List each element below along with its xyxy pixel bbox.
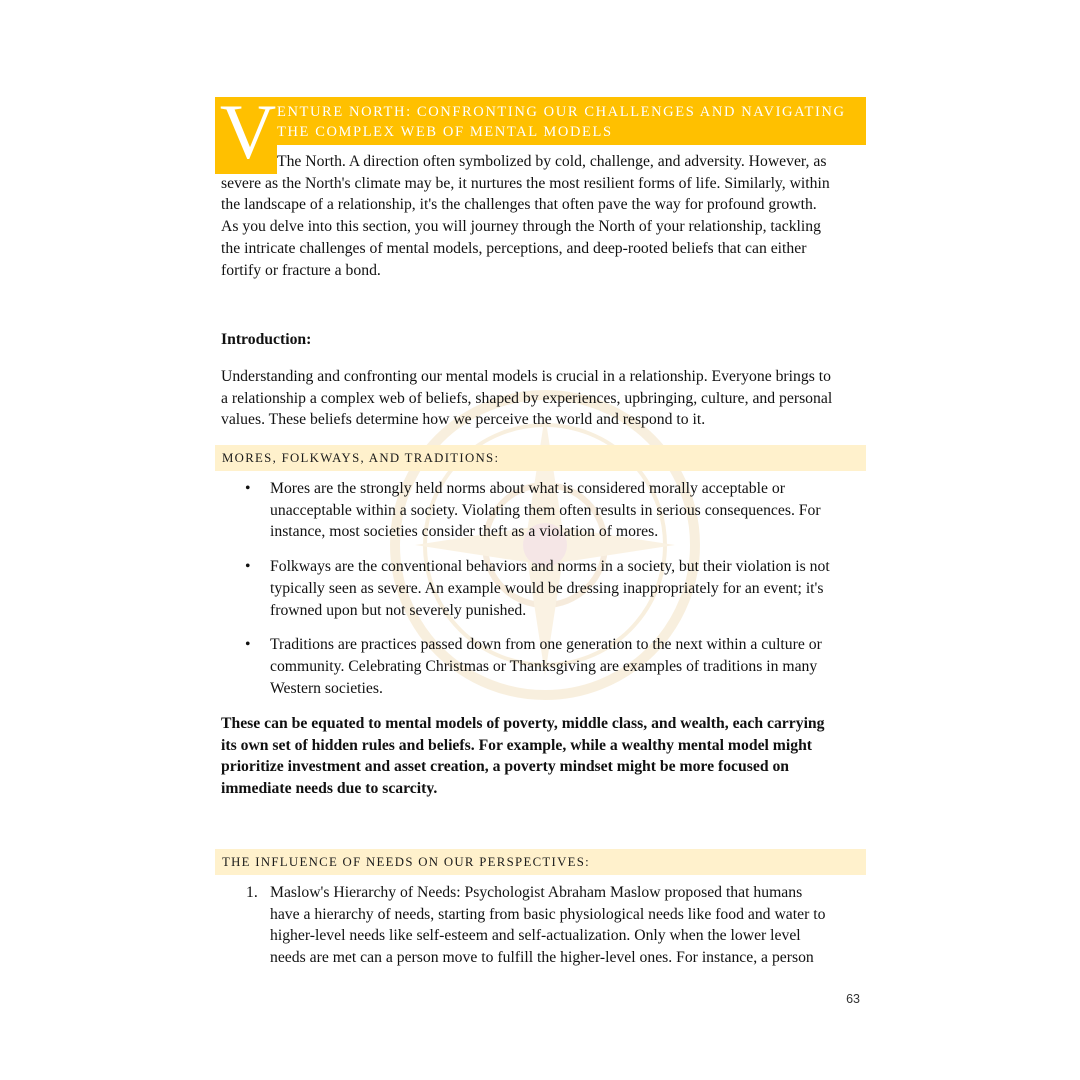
paragraph-line: As you delve into this section, you will journey through the North of your relationship, tackling (221, 218, 821, 236)
paragraph-line: fortify or fracture a bond. (221, 261, 381, 279)
section-heading-band (215, 849, 866, 875)
paragraph-line: values. These beliefs determine how we perceive the world and respond to it. (221, 411, 706, 429)
list-item-line: Traditions are practices passed down from one generation to the next within a culture or (270, 636, 822, 654)
chapter-title-line: ENTURE NORTH: CONFRONTING OUR CHALLENGES AND NAVIGATING (277, 104, 846, 120)
list-item-line: typically seen as severe. An example would be dressing inappropriately for an event; it's (270, 579, 824, 597)
list-item-line: instance, most societies consider theft as a violation of mores. (270, 523, 659, 541)
paragraph-line: severe as the North's climate may be, it nurtures the most resilient forms of life. Similarly, within (221, 174, 830, 192)
paragraph-line: These can be equated to mental models of poverty, middle class, and wealth, each carrying (221, 715, 825, 732)
chapter-title-line: THE COMPLEX WEB OF MENTAL MODELS (277, 124, 613, 140)
list-number: 1. (246, 884, 258, 901)
list-item-line: Folkways are the conventional behaviors and norms in a society, but their violation is not (270, 558, 830, 576)
list-item-line: needs are met can a person move to fulfill the higher-level ones. For instance, a person (270, 949, 814, 967)
section-heading-needs: THE INFLUENCE OF NEEDS ON OUR PERSPECTIVES: (222, 855, 591, 869)
paragraph-line: the intricate challenges of mental models, perceptions, and deep-rooted beliefs that can either (221, 239, 807, 257)
bullet-icon: • (245, 480, 251, 497)
list-item-line: have a hierarchy of needs, starting from basic physiological needs like food and water to (270, 905, 826, 923)
list-item-line: Mores are the strongly held norms about what is considered morally acceptable or (270, 480, 785, 497)
mores-bullet-list (221, 478, 866, 699)
list-item (221, 478, 866, 543)
paragraph-line: The North. A direction often symbolized by cold, challenge, and adversity. However, as (277, 153, 827, 170)
list-item (221, 882, 866, 969)
intro-paragraph (221, 151, 866, 281)
section-heading-mores: MORES, FOLKWAYS, AND TRADITIONS: (222, 451, 500, 465)
bullet-icon: • (245, 558, 251, 576)
list-item (221, 556, 866, 621)
paragraph-line: its own set of hidden rules and beliefs. For example, while a wealthy mental model might (221, 736, 813, 754)
list-item-line: unacceptable within a society. Violating them often results in serious consequences. For (270, 501, 821, 519)
paragraph-line: the landscape of a relationship, it's the challenges that often pave the way for profound growth. (221, 196, 817, 214)
paragraph-line: a relationship a complex web of beliefs, shaped by experiences, upbringing, culture, and personal (221, 389, 833, 407)
section-heading-band (215, 445, 866, 471)
bullet-icon: • (245, 636, 251, 654)
list-item-line: frowned upon but not severely punished. (270, 601, 527, 619)
list-item-line: Western societies. (270, 679, 383, 697)
page-number: 63 (846, 992, 860, 1006)
list-item-line: community. Celebrating Christmas or Thanksgiving are examples of traditions in many (270, 657, 818, 675)
list-item-line: higher-level needs like self-esteem and self-actualization. Only when the lower level (270, 927, 801, 945)
introduction-paragraph (221, 366, 866, 431)
introduction-heading: Introduction: (221, 331, 312, 348)
paragraph-line: Understanding and confronting our mental models is crucial in a relationship. Everyone brings to (221, 368, 831, 385)
paragraph-line: prioritize investment and asset creation, a poverty mindset might be more focused on (221, 758, 790, 776)
needs-numbered-list (221, 882, 866, 969)
drop-cap: V (219, 88, 277, 175)
mental-models-summary (221, 713, 866, 800)
paragraph-line: immediate needs due to scarcity. (221, 780, 438, 798)
chapter-title (277, 102, 857, 142)
list-item-line: Maslow's Hierarchy of Needs: Psychologist Abraham Maslow proposed that humans (270, 884, 803, 901)
list-item (221, 634, 866, 699)
